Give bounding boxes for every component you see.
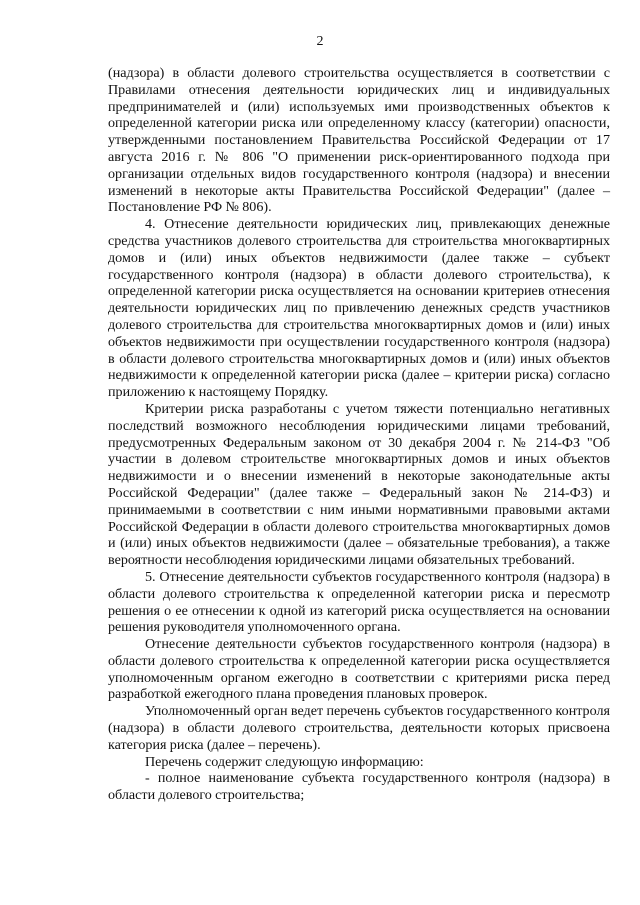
paragraph-list-contents: Перечень содержит следующую информацию: <box>145 753 424 770</box>
paragraph-item-4: 4. Отнесение деятельности юридических лиц, привлекающих денежные средства участников долевого строительства для строительства многоквартирных домов и (или) иных объектов недвижимости (далее также – субъект государственного контроля (надзора) в области долевого строительства), к определенной категории риска осуществляется на основании критериев отнесения деятельности юридических лиц по привлечению денежных средств участников долевого строительства для строительства многоквартирных домов и (или) иных объектов недвижимости при осуществлении государственного контроля (надзора) в области долевого строительства многоквартирных домов и (или) иных объектов недвижимости к определенной категории риска (далее – критерии риска) согласно приложению к настоящему Порядку. <box>108 216 610 401</box>
document-body <box>108 65 610 804</box>
paragraph-continuation: (надзора) в области долевого строительства осуществляется в соответствии с Правилами отнесения деятельности юридических лиц и индивидуальных предпринимателей и (или) используемых ими производственных объектов к определенной категории риска или определенному классу (категории) опасности, утвержденными постановлением Правительства Российской Федерации от 17 августа 2016 г. № 806 "О применении риск-ориентированного подхода при организации отдельных видов государственного контроля (надзора) и внесении изменений в некоторые акты Правительства Российской Федерации" (далее – Постановление РФ № 806). <box>108 65 610 216</box>
paragraph-annual-assignment: Отнесение деятельности субъектов государственного контроля (надзора) в области долевого строительства к определенной категории риска осуществляется уполномоченным органом ежегодно в соответствии с критериями риска перед разработкой ежегодного плана проведения плановых проверок. <box>108 636 610 703</box>
paragraph-item-5: 5. Отнесение деятельности субъектов государственного контроля (надзора) в области долевого строительства к определенной категории риска и пересмотр решения о ее отнесении к одной из категорий риска осуществляется на основании решения руководителя уполномоченного органа. <box>108 568 610 636</box>
paragraph-risk-criteria: Критерии риска разработаны с учетом тяжести потенциально негативных последствий возможного несоблюдения юридическими лицами требований, предусмотренных Федеральным законом от 30 декабря 2004 г. № 214-ФЗ "Об участии в долевом строительстве многоквартирных домов и иных объектов недвижимости и о внесении изменений в некоторые законодательные акты Российской Федерации" (далее также – Федеральный закон № 214-ФЗ) и принимаемыми в соответствии с ним иными нормативными правовыми актами Российской Федерации в области долевого строительства многоквартирных домов и (или) иных объектов недвижимости (далее – обязательные требования), а также вероятности несоблюдения юридическими лицами обязательных требований. <box>108 400 610 569</box>
list-item-full-name: - полное наименование субъекта государственного контроля (надзора) в области долевого строительства; <box>108 770 610 804</box>
page-number: 2 <box>316 34 324 49</box>
paragraph-list-maintenance: Уполномоченный орган ведет перечень субъектов государственного контроля (надзора) в области долевого строительства, деятельности которых присвоена категория риска (далее – перечень). <box>108 703 610 753</box>
